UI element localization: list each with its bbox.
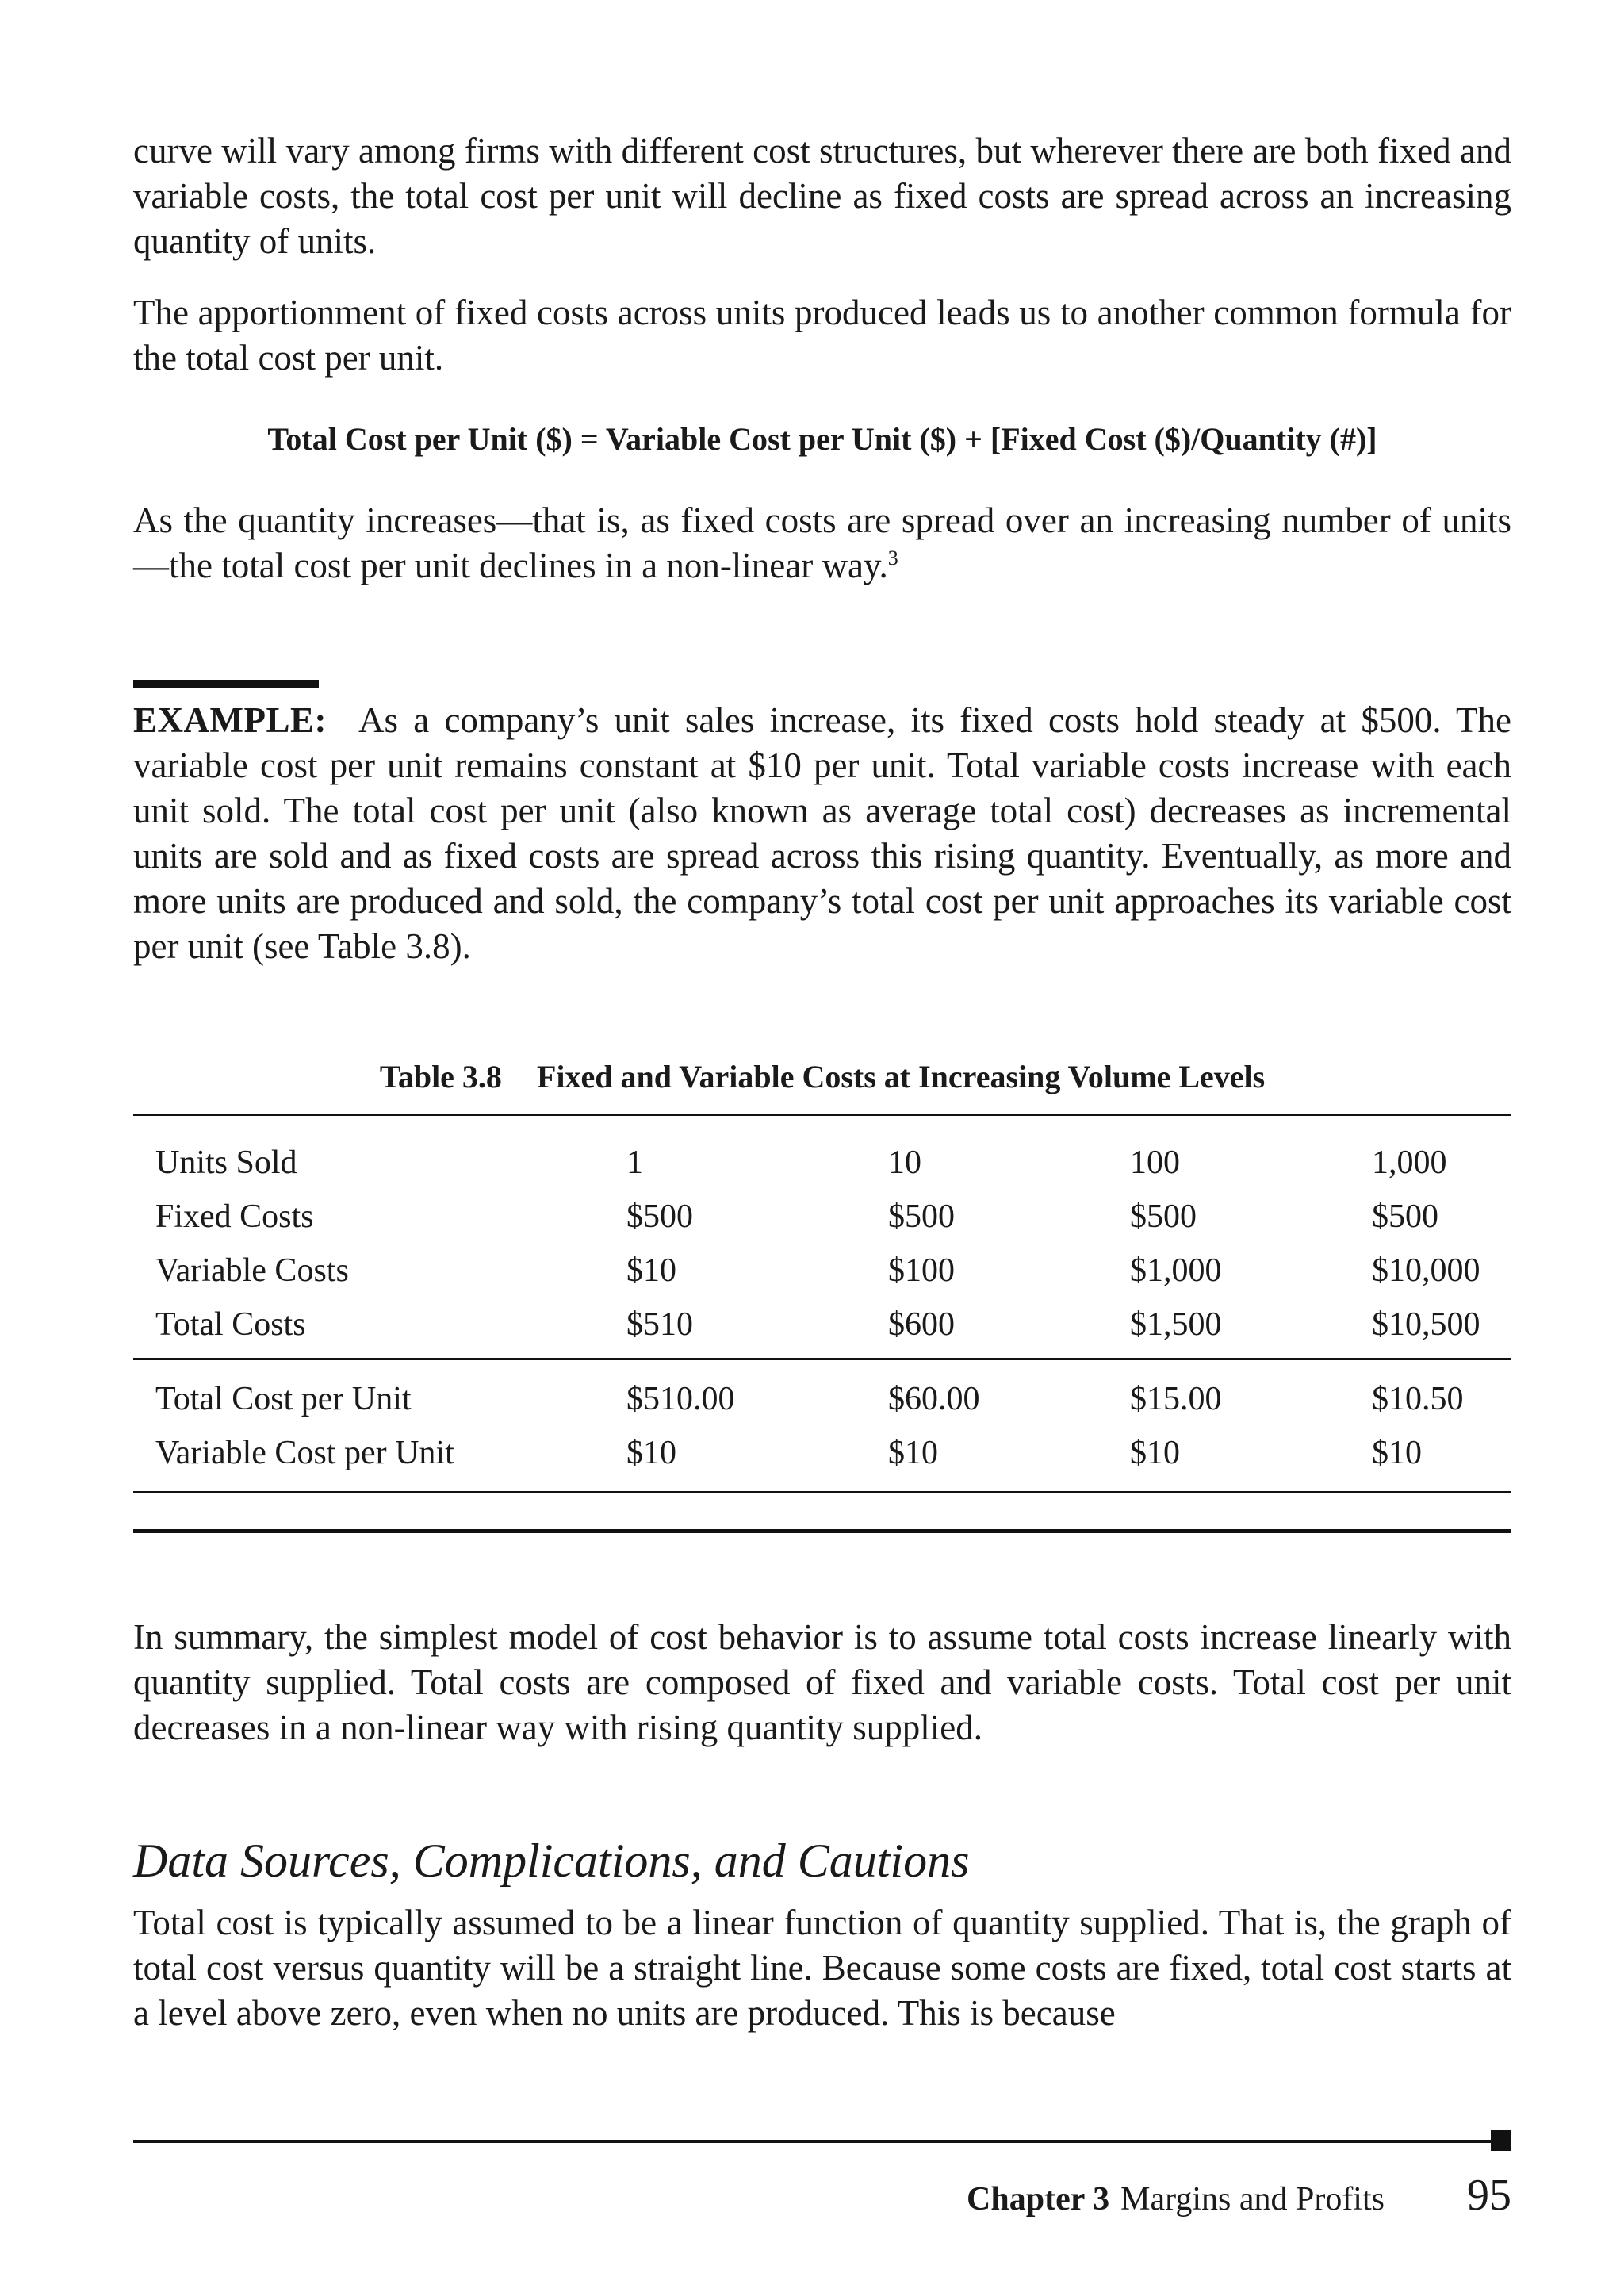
table-row — [133, 1190, 1511, 1244]
paragraph-summary: In summary, the simplest model of cost behavior is to assume total costs increase linearly with quantity supplied. Total costs are composed of fixed and variable costs. Total cost per unit decreases in a non-linear way with rising quantity supplied. — [133, 1617, 1511, 1747]
table-title: Fixed and Variable Costs at Increasing Volume Levels — [536, 1059, 1266, 1094]
table-cell: $60.00 — [888, 1381, 980, 1417]
footer-chapter-title: Margins and Profits — [1120, 2181, 1385, 2218]
paragraph-intro: curve will vary among firms with different cost structures, but wherever there are both fixed and variable costs, the total cost per unit will decline as fixed costs are spread across an increasing quantity of units. — [133, 131, 1511, 261]
footer-chapter: Chapter 3 — [967, 2181, 1110, 2218]
table-cell: 10 — [888, 1144, 921, 1181]
table-group-per-unit — [133, 1372, 1511, 1480]
table-row — [133, 1244, 1511, 1298]
table-cell: $500 — [1372, 1198, 1438, 1235]
table-cell: $500 — [1130, 1198, 1197, 1235]
table-number: Table 3.8 — [379, 1059, 502, 1094]
table-cell: $10,000 — [1372, 1252, 1480, 1289]
page-number: 95 — [1467, 2171, 1511, 2220]
row-label: Variable Cost per Unit — [155, 1435, 454, 1471]
example-block — [133, 698, 1511, 969]
table-row — [133, 1136, 1511, 1190]
table-cell: $10 — [1130, 1435, 1180, 1471]
table-cell: $1,500 — [1130, 1306, 1222, 1343]
example-label: EXAMPLE: — [133, 700, 327, 740]
table-row — [133, 1298, 1511, 1351]
paragraph-quantity-increase-text: As the quantity increases—that is, as fixed costs are spread over an increasing number of units—the total cost per unit declines in a non-linear way. — [133, 500, 1511, 585]
table-row — [133, 1372, 1511, 1426]
paragraph-section-text: Total cost is typically assumed to be a linear function of quantity supplied. That is, the graph of total cost versus quantity will be a straight line. Because some costs are fixed, total cost starts at a level above zero, even when no units are produced. This is because — [133, 1903, 1511, 2033]
table-cell: $510.00 — [626, 1381, 735, 1417]
table-cell: $500 — [626, 1198, 693, 1235]
example-bar — [133, 680, 319, 688]
table-cell: $10.50 — [1372, 1381, 1464, 1417]
row-label: Fixed Costs — [155, 1198, 314, 1235]
table-cell: $100 — [888, 1252, 955, 1289]
table-cell: $10,500 — [1372, 1306, 1480, 1343]
formula-total-cost-per-unit: Total Cost per Unit ($) = Variable Cost per Unit ($) + [Fixed Cost ($)/Quantity (#)] — [267, 421, 1377, 457]
table-cell: $10 — [888, 1435, 938, 1471]
row-label: Total Costs — [155, 1306, 306, 1343]
footer-square-marker — [1491, 2130, 1511, 2151]
table-cell: $10 — [626, 1435, 676, 1471]
table-cell: $600 — [888, 1306, 955, 1343]
table-cell: 1,000 — [1372, 1144, 1447, 1181]
table-row — [133, 1426, 1511, 1480]
row-label: Units Sold — [155, 1144, 297, 1181]
row-label: Variable Costs — [155, 1252, 349, 1289]
table-bottom-rule — [133, 1491, 1511, 1493]
table-cell: $10 — [626, 1252, 676, 1289]
table-top-rule — [133, 1114, 1511, 1116]
table-cell: $1,000 — [1130, 1252, 1222, 1289]
footnote-marker: 3 — [887, 546, 898, 569]
example-end-rule — [133, 1529, 1511, 1533]
table-cell: 100 — [1130, 1144, 1180, 1181]
table-cell: $500 — [888, 1198, 955, 1235]
footer-rule — [133, 2140, 1502, 2143]
table-cell: $510 — [626, 1306, 693, 1343]
section-title: Data Sources, Complications, and Cautions — [133, 1834, 970, 1887]
paragraph-quantity-increase — [133, 498, 1511, 588]
table-mid-rule — [133, 1358, 1511, 1360]
row-label: Total Cost per Unit — [155, 1381, 412, 1417]
page-footer — [967, 2170, 1511, 2221]
example-text: As a company’s unit sales increase, its fixed costs hold steady at $500. The variable cost per unit remains constant at $10 per unit. Total variable costs increase with each unit sold. The total cost per unit (also known as average total cost) decreases as incremental units are sold and as fixed costs are spread across this rising quantity. Eventually, as more and more units are produced and sold, the company’s total cost per unit approaches its variable cost per unit (see Table 3.8). — [133, 700, 1511, 966]
table-cell: 1 — [626, 1144, 643, 1181]
table-cell: $15.00 — [1130, 1381, 1222, 1417]
table-cell: $10 — [1372, 1435, 1422, 1471]
table-group-costs — [133, 1136, 1511, 1351]
paragraph-apportionment: The apportionment of fixed costs across units produced leads us to another common formula for the total cost per unit. — [133, 293, 1511, 378]
table-caption — [133, 1058, 1511, 1095]
